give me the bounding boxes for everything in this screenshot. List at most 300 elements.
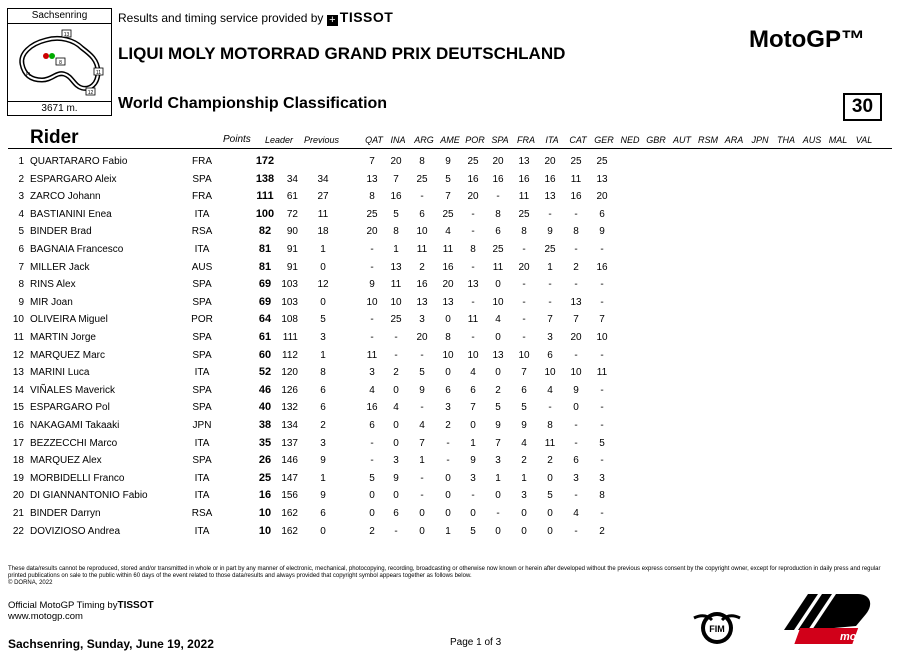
leader-gap-cell: 103 [281,279,298,291]
race-points-cell: 5 [419,367,425,379]
column-header-race: GER [594,135,614,145]
race-points-cell: 4 [573,508,579,519]
race-points-cell: 11 [390,279,402,291]
track-label: 11 [95,70,102,76]
points-cell: 10 [258,524,272,537]
race-points-cell: 7 [573,314,579,326]
previous-gap-cell: 6 [320,384,326,396]
track-label: 8 [59,60,62,66]
rider-name-cell: MARQUEZ Marc [30,349,105,361]
race-points-cell: - [471,490,475,502]
points-cell: 38 [258,419,272,431]
race-points-cell: 20 [518,261,530,273]
table-row [0,470,900,487]
race-points-cell: - [548,208,552,220]
tissot-logo: TISSOT [339,9,394,25]
race-points-cell: 7 [470,402,476,414]
nation-cell: ITA [194,525,210,537]
race-points-cell: - [370,437,374,449]
race-points-cell: 0 [495,332,501,343]
race-points-cell: - [471,226,475,238]
points-cell: 40 [258,401,272,414]
column-header-race: QAT [365,135,383,145]
race-points-cell: 11 [366,349,378,361]
header-divider [8,148,892,149]
tissot-small-logo: TISSOT [117,600,154,611]
previous-gap-cell: 9 [320,490,326,502]
race-points-cell: 0 [495,367,501,379]
race-points-cell: 16 [416,279,428,291]
column-header-race: ARG [414,135,434,145]
position-cell: 4 [18,208,24,220]
points-cell: 35 [258,436,272,449]
nation-cell: AUS [191,261,213,273]
race-points-cell: 6 [547,349,553,361]
race-points-cell: 8 [369,191,375,203]
race-points-cell: 10 [390,296,402,308]
leader-gap-cell: 91 [286,261,298,273]
race-points-cell: 8 [419,156,425,167]
race-points-cell: 0 [521,508,527,519]
rider-name-cell: MARQUEZ Alex [30,455,102,467]
previous-gap-cell: 34 [317,173,329,185]
rider-name-cell: OLIVEIRA Miguel [30,314,108,326]
column-header-race: SPA [491,135,509,145]
race-points-cell: 6 [393,508,399,519]
race-points-cell: 10 [467,349,479,361]
race-points-cell: 16 [570,191,582,203]
points-cell: 69 [258,295,272,308]
race-points-cell: 5 [445,173,451,185]
position-cell: 2 [18,173,24,185]
column-header-race: RSM [698,135,718,145]
race-points-cell: - [420,490,424,502]
race-points-cell: - [548,402,552,414]
race-points-cell: - [394,525,398,537]
race-points-cell: 6 [495,226,501,238]
race-points-cell: 4 [470,367,476,379]
race-points-cell: 2 [393,367,399,379]
previous-gap-cell: 2 [320,420,326,431]
rider-name-cell: VIÑALES Maverick [30,384,116,396]
leader-gap-cell: 146 [281,455,298,467]
race-points-cell: 9 [369,279,375,291]
column-header-race: CAT [569,135,587,145]
nation-cell: SPA [192,173,212,185]
race-points-cell: 0 [521,525,527,537]
leader-gap-cell: 162 [281,508,298,519]
race-points-cell: 10 [544,367,556,379]
race-points-cell: 9 [445,156,451,167]
race-points-cell: 5 [470,525,476,537]
race-points-cell: 10 [596,332,608,343]
race-points-cell: 0 [393,437,399,449]
race-points-cell: - [600,296,604,308]
nation-cell: SPA [192,402,212,414]
race-points-cell: 11 [544,437,556,449]
race-points-cell: 13 [467,279,479,291]
race-points-cell: 0 [495,525,501,537]
race-points-cell: 25 [390,314,402,326]
race-points-cell: 6 [573,455,579,467]
previous-gap-cell: 6 [320,508,326,519]
points-cell: 60 [258,348,272,361]
page-subtitle: World Championship Classification [118,95,388,112]
rider-name-cell: ESPARGARO Pol [30,402,110,414]
column-header-race: NED [620,135,640,145]
table-row [0,364,900,381]
race-points-cell: - [471,208,475,220]
race-points-cell: 7 [393,173,399,185]
position-cell: 20 [12,490,24,502]
race-points-cell: 1 [470,437,476,449]
race-points-cell: 6 [419,208,425,220]
race-points-cell: 13 [390,261,402,273]
race-points-cell: 13 [416,296,428,308]
race-points-cell: 5 [599,437,605,449]
points-cell: 46 [258,383,272,396]
race-points-cell: 11 [492,261,504,273]
table-row [0,523,900,540]
column-header-race: ARA [724,135,744,145]
column-header-race: GBR [646,135,666,145]
previous-gap-cell: 27 [317,191,329,203]
race-points-cell: - [420,472,424,484]
leader-gap-cell: 126 [281,384,298,396]
race-points-cell: 8 [470,244,476,255]
position-cell: 17 [12,437,24,449]
table-row [0,311,900,328]
rider-name-cell: NAKAGAMI Takaaki [30,420,120,431]
race-points-cell: - [574,525,578,537]
race-points-cell: 10 [492,296,504,308]
position-cell: 22 [12,525,24,537]
table-row [0,171,900,188]
race-points-cell: 11 [467,314,479,326]
race-points-cell: 2 [573,261,579,273]
leader-gap-cell: 72 [286,208,298,220]
column-header-race: AUS [802,135,822,145]
race-points-cell: - [471,296,475,308]
race-points-cell: 0 [547,525,553,537]
race-points-cell: - [574,349,578,361]
points-cell: 16 [258,489,272,502]
race-points-cell: 2 [369,525,375,537]
race-points-cell: 0 [547,508,553,519]
race-points-cell: 13 [442,296,454,308]
points-cell: 138 [255,172,275,185]
race-points-cell: 0 [470,508,476,519]
race-points-cell: 9 [573,384,579,396]
race-points-cell: 13 [492,349,504,361]
table-row [0,223,900,240]
race-points-cell: 16 [596,261,608,273]
fim-logo-icon [692,604,742,648]
race-points-cell: 0 [419,508,425,519]
points-cell: 81 [258,243,272,255]
race-points-cell: 16 [390,191,402,203]
leader-gap-cell: 112 [282,349,298,361]
race-points-cell: 2 [547,455,553,467]
official-text: Official MotoGP Timing by [8,600,118,611]
previous-gap-cell: 6 [320,402,326,414]
brand-title: MotoGP™ [749,26,865,53]
race-points-cell: 0 [547,472,553,484]
table-row [0,452,900,469]
race-points-cell: 13 [596,173,608,185]
race-points-cell: 11 [518,191,530,203]
column-header-race: VAL [855,135,873,145]
race-points-cell: 3 [495,455,501,467]
website: www.motogp.com [8,611,83,622]
previous-gap-cell: 0 [320,261,326,273]
race-points-cell: 6 [445,384,451,396]
position-cell: 13 [12,367,24,379]
table-row [0,505,900,522]
race-points-cell: 11 [570,173,582,185]
race-points-cell: 8 [573,226,579,238]
race-points-cell: - [446,455,450,467]
column-header-rider: Rider [30,127,79,148]
race-points-cell: 25 [544,244,556,255]
nation-cell: ITA [194,367,210,379]
race-points-cell: - [600,384,604,396]
previous-gap-cell: 3 [320,437,326,449]
rider-name-cell: BASTIANINI Enea [30,208,112,220]
nation-cell: RSA [191,508,213,519]
race-points-cell: 20 [442,279,454,291]
previous-gap-cell: 0 [320,525,326,537]
race-points-cell: 2 [521,455,527,467]
position-cell: 21 [12,508,24,519]
previous-gap-cell: 1 [320,472,326,484]
race-points-cell: 2 [495,384,501,396]
nation-cell: SPA [192,455,212,467]
race-points-cell: 7 [521,367,527,379]
position-cell: 12 [12,349,24,361]
race-points-cell: 20 [492,156,504,167]
race-points-cell: 8 [495,208,501,220]
table-row [0,382,900,399]
table-row [0,417,900,434]
race-points-cell: 1 [521,472,527,484]
race-points-cell: 0 [369,490,375,502]
race-points-cell: 25 [570,156,582,167]
race-points-cell: 0 [393,384,399,396]
race-points-cell: - [574,208,578,220]
nation-cell: RSA [191,226,213,238]
race-points-cell: 25 [442,208,454,220]
race-points-cell: - [370,455,374,467]
race-points-cell: - [471,332,475,343]
position-cell: 14 [12,384,24,396]
rider-name-cell: ZARCO Johann [30,191,101,203]
nation-cell: SPA [192,296,212,308]
race-points-cell: 25 [492,244,504,255]
leader-gap-cell: 156 [281,490,298,502]
race-points-cell: - [370,332,374,343]
points-cell: 100 [255,207,275,220]
column-header-race: POR [465,135,485,145]
race-points-cell: 7 [419,437,425,449]
rider-name-cell: RINS Alex [30,279,76,291]
race-points-cell: 1 [445,525,451,537]
previous-gap-cell: 9 [320,455,326,467]
race-points-cell: - [496,191,500,203]
column-header-previous: Previous [304,135,340,145]
race-points-cell: 4 [369,384,375,396]
race-points-cell: 16 [544,173,556,185]
column-header-race: JPN [751,135,769,145]
race-points-cell: 1 [547,261,553,273]
official-timing [8,600,154,622]
points-cell: 61 [258,331,272,343]
rider-name-cell: BAGNAIA Francesco [30,244,124,255]
rider-name-cell: BINDER Brad [30,226,92,238]
race-points-cell: 2 [445,420,451,431]
race-points-cell: 9 [470,455,476,467]
leader-gap-cell: 108 [281,314,298,326]
race-points-cell: 0 [419,525,425,537]
race-points-cell: 0 [470,420,476,431]
rider-name-cell: MILLER Jack [30,261,90,273]
race-points-cell: 1 [419,455,425,467]
nation-cell: FRA [192,191,212,203]
column-header-points: Points [223,134,251,145]
leader-gap-cell: 162 [281,525,298,537]
race-points-cell: 9 [547,226,553,238]
nation-cell: SPA [192,384,212,396]
leader-gap-cell: 132 [281,402,298,414]
leader-gap-cell: 34 [286,173,298,185]
nation-cell: FRA [192,156,212,167]
race-points-cell: 7 [445,191,451,203]
column-header-race: MAL [828,135,848,145]
previous-gap-cell: 5 [320,314,326,326]
race-points-cell: 3 [419,314,425,326]
race-points-cell: 11 [416,244,428,255]
race-points-cell: - [574,420,578,431]
race-points-cell: 3 [393,455,399,467]
copyright: © DORNA, 2022 [8,580,53,586]
leader-gap-cell: 91 [286,244,298,255]
race-points-cell: 9 [599,226,605,238]
race-points-cell: 8 [547,420,553,431]
nation-cell: SPA [192,279,212,291]
race-points-cell: 6 [599,208,605,220]
position-cell: 5 [18,226,24,238]
rider-name-cell: MARTIN Jorge [30,332,96,343]
race-points-cell: - [600,279,604,291]
race-points-cell: 8 [521,226,527,238]
location-date: Sachsenring, Sunday, June 19, 2022 [8,637,214,651]
race-points-cell: 4 [521,437,527,449]
race-points-cell: 0 [445,508,451,519]
race-points-cell: 20 [544,156,556,167]
points-cell: 172 [255,155,275,167]
race-points-cell: 6 [470,384,476,396]
race-points-cell: - [600,455,604,467]
race-points-cell: 20 [596,191,608,203]
column-header-race: AME [440,135,460,145]
previous-gap-cell: 1 [320,244,326,255]
race-points-cell: 11 [596,367,608,379]
race-points-cell: 20 [467,191,479,203]
race-points-cell: 3 [599,472,605,484]
race-points-cell: 3 [445,402,451,414]
tissot-cross-icon: + [327,15,338,26]
track-label: 13 [63,32,70,38]
race-points-cell: 9 [521,420,527,431]
table-row [0,487,900,504]
position-cell: 3 [18,191,24,203]
table-row [0,435,900,452]
timing-credit [118,9,393,26]
points-cell: 82 [258,225,272,238]
race-points-cell: 0 [445,490,451,502]
points-cell: 64 [258,313,272,326]
race-points-cell: 0 [393,420,399,431]
race-points-cell: - [446,437,450,449]
race-points-cell: - [394,349,398,361]
race-points-cell: - [600,244,604,255]
race-points-cell: 25 [518,208,530,220]
race-points-cell: 9 [393,472,399,484]
disclaimer [8,566,892,587]
position-cell: 6 [18,244,24,255]
position-cell: 8 [18,279,24,291]
points-cell: 25 [258,471,272,484]
table-row [0,294,900,311]
race-points-cell: 11 [442,244,454,255]
leader-gap-cell: 137 [281,437,298,449]
race-points-cell: - [522,332,526,343]
column-header-leader: Leader [265,135,294,145]
race-points-cell: 16 [467,173,479,185]
points-cell: 111 [256,190,274,203]
race-points-cell: 16 [366,402,378,414]
race-points-cell: 25 [467,156,479,167]
round-number: 30 [843,93,882,121]
race-points-cell: - [548,279,552,291]
race-points-cell: 0 [445,367,451,379]
position-cell: 16 [12,420,24,431]
race-points-cell: 5 [393,208,399,220]
position-cell: 7 [18,261,24,273]
race-points-cell: 20 [390,156,402,167]
column-header-race: THA [777,135,795,145]
race-points-cell: - [522,314,526,326]
page-number: Page 1 of 3 [450,637,502,648]
race-points-cell: 2 [599,525,605,537]
race-points-cell: - [574,490,578,502]
position-cell: 11 [13,332,24,343]
race-points-cell: - [420,402,424,414]
race-points-cell: 20 [416,332,428,343]
rider-name-cell: MARINI Luca [30,367,90,379]
race-points-cell: - [370,261,374,273]
race-points-cell: 5 [369,472,375,484]
rider-name-cell: MORBIDELLI Franco [30,472,125,484]
leader-gap-cell: 134 [281,420,298,431]
rider-name-cell: ESPARGARO Aleix [30,173,117,185]
disclaimer-text: These data/results cannot be reproduced, stored and/or transmitted in whole or in part by any manner of electronic, mechanical, photocopying, recording, broadcasting or otherwise now known or herein after developed without the previous express consent by the copyright owner, except for reproduction in daily press and regular printed publications on sale to the public within 60 days of the event related to those data/results and always provided that copyright symbol appears together as follows below. [8,566,881,579]
position-cell: 15 [12,402,24,414]
race-points-cell: 8 [393,226,399,238]
race-points-cell: 8 [445,332,451,343]
nation-cell: POR [191,314,213,326]
rider-name-cell: DOVIZIOSO Andrea [30,525,121,537]
